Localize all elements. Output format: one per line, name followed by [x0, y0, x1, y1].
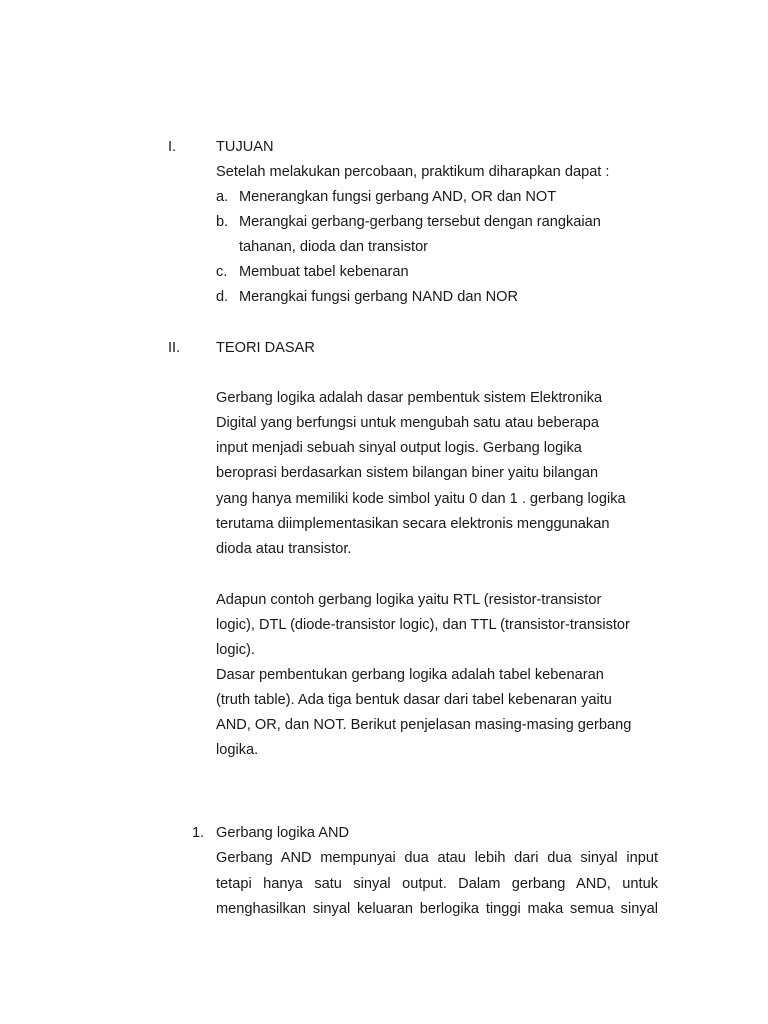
- paragraph-line: logic).: [216, 642, 255, 658]
- paragraph-line: input menjadi sebuah sinyal output logis. Gerbang logika: [216, 440, 582, 456]
- list-item-text: Merangkai gerbang-gerbang tersebut dengan rangkaian: [239, 214, 601, 230]
- paragraph-line: tetapi hanya satu sinyal output. Dalam gerbang AND, untuk: [216, 876, 658, 892]
- section-title: TEORI DASAR: [216, 340, 315, 356]
- paragraph-line: Dasar pembentukan gerbang logika adalah tabel kebenaran: [216, 667, 604, 683]
- list-item-letter: d.: [216, 289, 229, 305]
- subsection-title: Gerbang logika AND: [216, 825, 350, 841]
- list-item-text: Menerangkan fungsi gerbang AND, OR dan NOT: [239, 189, 557, 205]
- list-item-letter: a.: [216, 189, 229, 205]
- list-item-continuation: tahanan, dioda dan transistor: [239, 239, 429, 255]
- paragraph-line: logika.: [216, 742, 259, 758]
- list-item-text: Merangkai fungsi gerbang NAND dan NOR: [239, 289, 519, 305]
- subsection-number: 1.: [192, 825, 205, 841]
- section-number: II.: [168, 340, 181, 356]
- paragraph-line: Gerbang logika adalah dasar pembentuk sistem Elektronika: [216, 390, 603, 406]
- paragraph-line: Digital yang berfungsi untuk mengubah satu atau beberapa: [216, 415, 599, 431]
- paragraph-line: yang hanya memiliki kode simbol yaitu 0 dan 1 . gerbang logika: [216, 491, 626, 507]
- section-intro: Setelah melakukan percobaan, praktikum diharapkan dapat :: [216, 164, 610, 180]
- paragraph-line: beroprasi berdasarkan sistem bilangan biner yaitu bilangan: [216, 465, 599, 481]
- list-item-text: Membuat tabel kebenaran: [239, 264, 409, 280]
- section-title: TUJUAN: [216, 139, 274, 155]
- paragraph-line: dioda atau transistor.: [216, 541, 352, 557]
- section-number: I.: [168, 139, 177, 155]
- paragraph-line: Gerbang AND mempunyai dua atau lebih dari dua sinyal input: [216, 850, 658, 866]
- list-item-letter: b.: [216, 214, 229, 230]
- paragraph-line: terutama diimplementasikan secara elektronis menggunakan: [216, 516, 610, 532]
- paragraph-line: menghasilkan sinyal keluaran berlogika tinggi maka semua sinyal: [216, 901, 658, 917]
- paragraph-line: AND, OR, dan NOT. Berikut penjelasan masing-masing gerbang: [216, 717, 632, 733]
- list-item-letter: c.: [216, 264, 228, 280]
- paragraph-line: (truth table). Ada tiga bentuk dasar dari tabel kebenaran yaitu: [216, 692, 612, 708]
- paragraph-line: Adapun contoh gerbang logika yaitu RTL (resistor-transistor: [216, 592, 602, 608]
- paragraph-line: logic), DTL (diode-transistor logic), dan TTL (transistor-transistor: [216, 617, 630, 633]
